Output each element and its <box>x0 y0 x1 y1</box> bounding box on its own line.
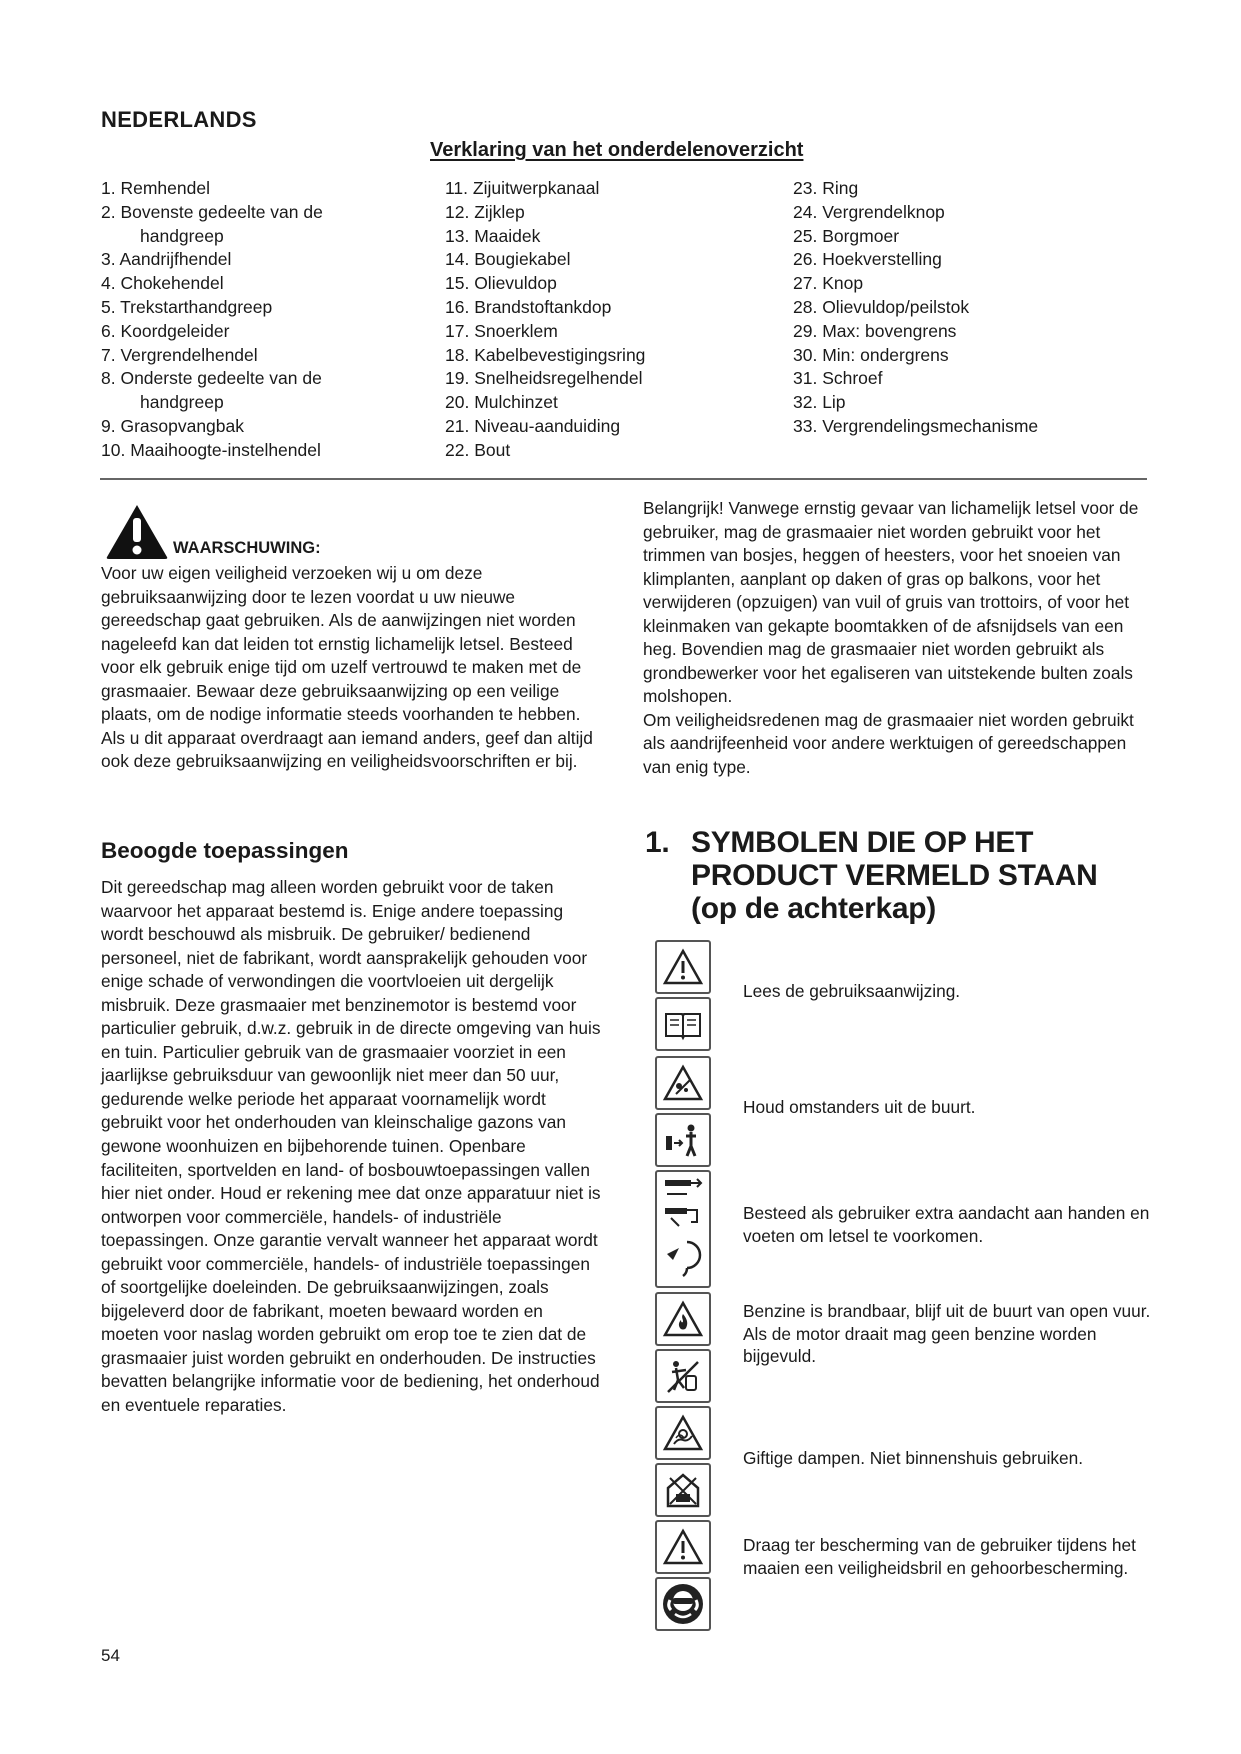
symbol-description: Houd omstanders uit de buurt. <box>743 1097 976 1117</box>
symbol-description: Benzine is brandbaar, blijf uit de buurt van open vuur. Als de motor draait mag geen benzine worden bijgevuld. <box>743 1301 1151 1367</box>
parts-list-col-1 <box>101 177 401 463</box>
list-item: 23. Ring <box>793 178 859 198</box>
list-item: 18. Kabelbevestigingsring <box>445 344 646 365</box>
list-item: 19. Snelheidsregelhendel <box>445 368 643 389</box>
symbol-row-fuel <box>655 1292 1155 1402</box>
warning-header <box>105 503 355 561</box>
symbol-row-bystanders <box>655 1056 1155 1166</box>
list-item: 2. Bovenste gedeelte van de handgreep <box>101 201 323 246</box>
important-notice <box>643 497 1147 780</box>
list-item: 8. Onderste gedeelte van de handgreep <box>101 368 322 413</box>
manual-book-icon <box>655 997 711 1051</box>
language-heading: NEDERLANDS <box>101 107 257 132</box>
symbols-heading-line-1: SYMBOLEN DIE OP HET <box>691 826 1034 859</box>
symbols-heading-line-2: PRODUCT VERMELD STAAN <box>691 859 1098 892</box>
list-item: 11. Zijuitwerpkanaal <box>445 178 600 198</box>
page-number: 54 <box>101 1646 120 1665</box>
list-item: 4. Chokehendel <box>101 273 224 294</box>
list-item: 7. Vergrendelhendel <box>101 344 258 365</box>
warning-triangle-icon <box>105 503 169 561</box>
symbols-heading-number: 1. <box>645 826 670 859</box>
hand-foot-symbol-panel <box>655 1170 711 1288</box>
symbol-row-protection <box>655 1520 1155 1632</box>
list-item: 5. Trekstarthandgreep <box>101 296 273 317</box>
list-item: 20. Mulchinzet <box>445 392 558 413</box>
list-item: 24. Vergrendelknop <box>793 201 945 222</box>
section-divider <box>100 478 1147 480</box>
list-item: 30. Min: ondergrens <box>793 344 949 365</box>
safety-text: Om veiligheidsredenen mag de grasmaaier niet worden gebruikt als aandrijfeenheid voor andere werktuigen of gereedschappen van enig type. <box>643 709 1134 778</box>
list-item: 17. Snoerklem <box>445 320 558 341</box>
toxic-fumes-icon <box>655 1406 711 1460</box>
hand-cut-icon <box>665 1179 701 1194</box>
list-item: 26. Hoekverstelling <box>793 249 942 270</box>
symbols-heading-line-3: (op de achterkap) <box>691 892 936 925</box>
symbol-description: Draag ter bescherming van de gebruiker tijdens het maaien een veiligheidsbril en gehoorbescherming. <box>743 1535 1136 1578</box>
list-item: 12. Zijklep <box>445 201 525 222</box>
symbols-heading <box>645 826 1155 925</box>
warning-triangle-icon <box>655 1520 711 1574</box>
thrown-objects-icon <box>655 1056 711 1110</box>
list-item: 10. Maaihoogte-instelhendel <box>101 439 321 460</box>
eye-ear-protection-icon <box>655 1577 711 1631</box>
list-item: 25. Borgmoer <box>793 225 900 246</box>
parts-overview-title: Verklaring van het onderdelenoverzicht <box>430 139 804 161</box>
no-refuel-icon <box>655 1349 711 1403</box>
list-item: 1. Remhendel <box>101 178 210 198</box>
parts-list-col-2 <box>445 177 775 463</box>
list-item: 6. Koordgeleider <box>101 320 230 341</box>
list-item: 3. Aandrijfhendel <box>101 249 232 270</box>
list-item: 22. Bout <box>445 439 511 460</box>
list-item: 16. Brandstoftankdop <box>445 296 612 317</box>
list-item: 21. Niveau-aanduiding <box>445 415 621 436</box>
list-item: 33. Vergrendelingsmechanisme <box>793 415 1039 436</box>
list-item: 14. Bougiekabel <box>445 249 571 270</box>
rotating-blade-icon <box>667 1242 700 1276</box>
important-text: Belangrijk! Vanwege ernstig gevaar van lichamelijk letsel voor de gebruiker, mag de grasmaaier niet worden gebruikt voor het trimmen van bosjes, heggen of heesters, voor het snoeien van klimplanten, aanplant op daken of gras op balkons, voor het verwijderen (opzuigen) van vuil of gruis van trottoirs, of voor het kleinmaken van gekapte boomtakken of de afsnijdsels van een heg. Bovendien mag de grasmaaier niet worden gebruikt als grondbewerker voor het egaliseren van uitstekende bulten zoals molshopen. <box>643 498 1139 707</box>
intended-use-text: Dit gereedschap mag alleen worden gebruikt voor de taken waarvoor het apparaat bestemd is. Enige andere toepassing wordt beschouwd als misbruik. De gebruiker/ bedienend personeel, niet de fabrikant, wordt aansprakelijk gehouden voor enige schade of verwondingen die voortvloeien uit dergelijk misbruik. Deze grasmaaier met benzinemotor is bestemd voor particulier gebruik, d.w.z. gebruik in de directe omgeving van huis en tuin. Particulier gebruik van de grasmaaier voorziet in een jaarlijkse gebruiksduur van gewoonlijk niet meer dan 50 uur, gedurende welke periode het apparaat voornamelijk wordt gebruikt voor het onderhouden van kleinschalige gazons van gewone woonhuizen en bijbehorende tuinen. Openbare faciliteiten, sportvelden en land- of bosbouwtoepassingen vallen hier niet onder. Houd er rekening mee dat onze apparatuur niet is ontworpen voor commerciële, handels- of industriële toepassingen. Onze garantie vervalt wanneer het apparaat wordt gebruikt voor commerciële, handels- of industriële toepassingen of soortgelijke doeleinden. De gebruiksaanwijzingen, zoals bijgeleverd door de fabrikant, moeten bewaard worden en moeten voor naslag worden gebruikt om erop toe te zien dat de grasmaaier juist worden gebruikt en onderhouden. De instructies bevatten belangrijke informatie voor de bediening, het onderhoud en eventuele reparaties. <box>101 877 601 1416</box>
list-item: 13. Maaidek <box>445 225 541 246</box>
symbol-description: Giftige dampen. Niet binnenshuis gebruiken. <box>743 1448 1084 1468</box>
list-item: 29. Max: bovengrens <box>793 320 957 341</box>
keep-distance-icon <box>655 1113 711 1167</box>
symbol-row-read-manual <box>655 940 1155 1050</box>
list-item: 32. Lip <box>793 392 846 413</box>
fire-warning-icon <box>655 1292 711 1346</box>
list-item: 31. Schroef <box>793 368 883 389</box>
symbol-description: Lees de gebruiksaanwijzing. <box>743 981 961 1001</box>
symbol-row-toxic-fumes <box>655 1406 1155 1516</box>
symbol-description: Besteed als gebruiker extra aandacht aan handen en voeten om letsel te voorkomen. <box>743 1203 1150 1246</box>
list-item: 28. Olievuldop/peilstok <box>793 296 970 317</box>
list-item: 9. Grasopvangbak <box>101 415 245 436</box>
intended-use-heading: Beoogde toepassingen <box>101 838 349 863</box>
symbol-row-hands-feet <box>655 1170 1155 1286</box>
list-item: 27. Knop <box>793 273 864 294</box>
warning-text: Voor uw eigen veiligheid verzoeken wij u om deze gebruiksaanwijzing door te lezen voordat u uw nieuwe gereedschap gaat gebruiken. Als de aanwijzingen niet worden nageleefd kan dat leiden tot ernstig lichamelijk letsel. Besteed voor elk gebruik enige tijd om uzelf vertrouwd te maken met de grasmaaier. Bewaar deze gebruiksaanwijzing op een veilige plaats, om de nodige informatie steeds voorhanden te hebben. Als u dit apparaat overdraagt aan iemand anders, geef dan altijd ook deze gebruiksaanwijzing en veiligheidsvoorschriften er bij. <box>101 563 593 772</box>
warning-triangle-icon <box>655 940 711 994</box>
foot-cut-icon <box>665 1208 697 1226</box>
list-item: 15. Olievuldop <box>445 273 557 294</box>
no-indoor-icon <box>655 1463 711 1517</box>
parts-list-col-3 <box>793 177 1153 439</box>
warning-label: WAARSCHUWING: <box>173 539 321 557</box>
